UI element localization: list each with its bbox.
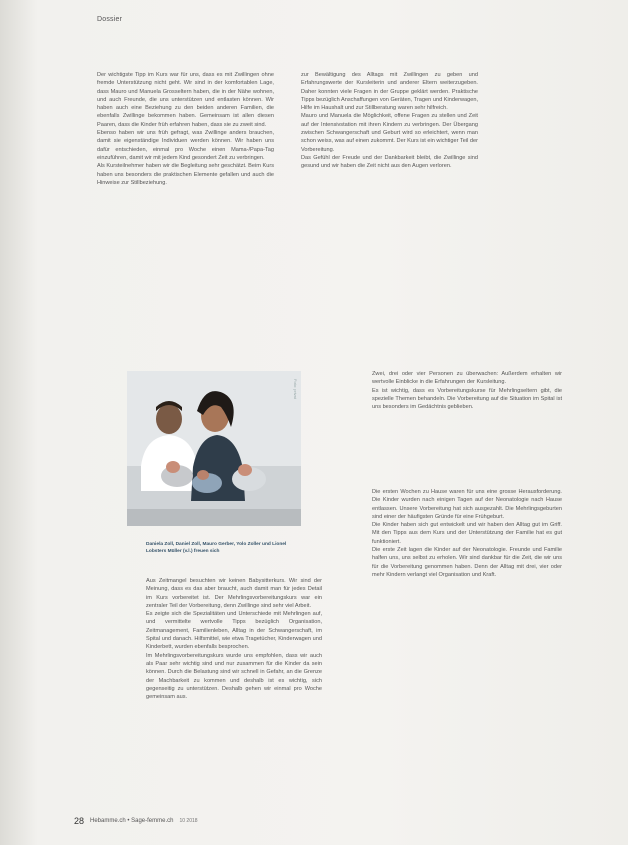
paragraph: Aus Zeitmangel besuchten wir keinen Babysitterkurs. Wir sind der Meinung, dass es das aber braucht, auch damit man für jedes Detail im Kurs vorbereitet ist. Der Mehrlingsvorbereitungskurs war ein zentraler Teil der Vorbereitung, denn Zwillinge sind sehr viel Arbeit. [146, 578, 322, 609]
page-number: 28 [74, 816, 85, 826]
paragraph: zur Bewältigung des Alltags mit Zwillingen zu geben und Erfahrungswerte der Kursleiterin und anderer Eltern weiterzugeben. Daher konnten viele Fragen in der Gruppe geklärt werden. Praktische Tipps bezüglich Anschaffungen von Geräten, Tragen und Kinderwagen, Hilfe im Haushalt und zur Stillberatung waren sehr hilfreich. [301, 72, 478, 112]
publication-name: Hebamme.ch • Sage-femme.ch [90, 818, 174, 824]
photo-credit: Foto: privat [293, 379, 298, 400]
paragraph: Als Kursteilnehmer haben wir die Begleitung sehr geschätzt. Beim Kurs haben uns besonders die praktischen Elemente gefallen und auch die Hinweise zur Stillbeziehung. [97, 163, 274, 186]
page-footer [74, 816, 198, 826]
article-column-mid-right [372, 370, 562, 490]
paragraph: Im Mehrlingsvorbereitungskurs wurde uns empfohlen, dass wir auch als Paar sehr wichtig sind und nur zusammen für die Kinder da sein können. Durch die Belastung sind wir schnell in Gefahr, an die Grenze der Machbarkeit zu kommen und deshalb ist es wichtig, sich gegenseitig zu unterstützen. Deshalb gehen wir einmal pro Woche gemeinsam aus. [146, 652, 322, 701]
paragraph: Die ersten Wochen zu Hause waren für uns eine grosse Herausforderung. Die Kinder wurden nach einigen Tagen auf der Neonatologie nach Hause entlassen. Unsere Vorbereitung hat sich ausgezahlt. Die Mehrlingsgeburten sind einer der häufigsten Gründe für eine Frühgeburt. [372, 489, 562, 520]
photo-caption: Daniela Zoll, Daniel Zoll, Mauro Gerber, Yolo Zoller und Lionel Lobsters Müller (v.l.) freuen sich [146, 542, 287, 554]
paragraph: Die Kinder haben sich gut entwickelt und wir haben den Alltag gut im Griff. Mit den Tipps aus dem Kurs und der Unterstützung der Familie hat es gut funktioniert. [372, 522, 562, 545]
paragraph: Mauro und Manuela die Möglichkeit, offene Fragen zu stellen und Zeit auf der Intensivstation mit ihren Kindern zu verbringen. Der Übergang zwischen Schwangerschaft und Geburt wird so erleichtert, wenn man schon weiss, was auf einen zukommt. Der Kurs ist ein wichtiger Teil der Vorbereitung. [301, 113, 478, 153]
family-photo [127, 371, 301, 526]
issue-number: 10 2018 [179, 818, 198, 824]
paragraph: Zwei, drei oder vier Personen zu überwachen: Außerdem erhalten wir wertvolle Einblicke in die Erfahrungen der Kursleitung. [372, 371, 562, 386]
paragraph: Der wichtigste Tipp im Kurs war für uns, dass es mit Zwillingen ohne fremde Unterstützung nicht geht. Wir sind in der komfortablen Lage, dass Mauro und Manuela Grosseltern haben, die in der Nähe wohnen, und auch Freunde, die uns unterstützen und entlasten können. Wir haben auch eine Beziehung zu den beiden anderen Familien, die ebenfalls Zwillinge bekommen haben. Gemeinsam ist allen diesen Paaren, dass die Kinder früh erfahren haben, dass sie zu zweit sind. [97, 72, 274, 128]
running-head: Dossier [97, 16, 123, 23]
paragraph: Das Gefühl der Freude und der Dankbarkeit bleibt, die Zwillinge sind gesund und wir haben die Zeit nicht aus den Augen verloren. [301, 154, 478, 170]
paragraph: Ebenso haben wir uns früh gefragt, was Zwillinge anders brauchen, damit sie eigenständige Individuen werden können. Wir haben uns dafür entschieden, einmal pro Woche einen Mama-/Papa-Tag einzuführen, damit wir mit jedem Kind gesondert Zeit zu verbringen. [97, 130, 274, 161]
article-column-top-right [301, 71, 478, 303]
family-photo-illustration [127, 371, 301, 526]
article-column-bottom-left [146, 577, 322, 817]
paragraph: Die erste Zeit lagen die Kinder auf der Neonatologie. Freunde und Familie halfen uns, uns selbst zu erholen. Wir sind dankbar für die Zeit, die wir uns für die Vorbereitung genommen haben. Denn der Alltag mit drei, vier oder mehr Kindern verlangt viel Organisation und Kraft. [372, 547, 562, 578]
article-column-top-left [97, 71, 274, 303]
paragraph: Es zeigte sich die Spezialitäten und Unterschiede mit Mehrlingen auf, und vermittelte wertvolle Tipps bezüglich Organisation, Zeitmanagement, Familienleben, Alltag in der Schwangerschaft, im Spital und danach. Hilfsmittel, wie etwa Tragetücher, Kinderwagen und Kinderbett, wurden ebenfalls besprochen. [146, 611, 322, 651]
paragraph: Es ist wichtig, dass es Vorbereitungskurse für Mehrlingseltern gibt, die spezielle Themen behandeln. Die Vorbereitung auf die Situation im Spital ist uns besonders im Gedächtnis geblieben. [372, 387, 562, 411]
article-column-bottom-right [372, 488, 562, 816]
